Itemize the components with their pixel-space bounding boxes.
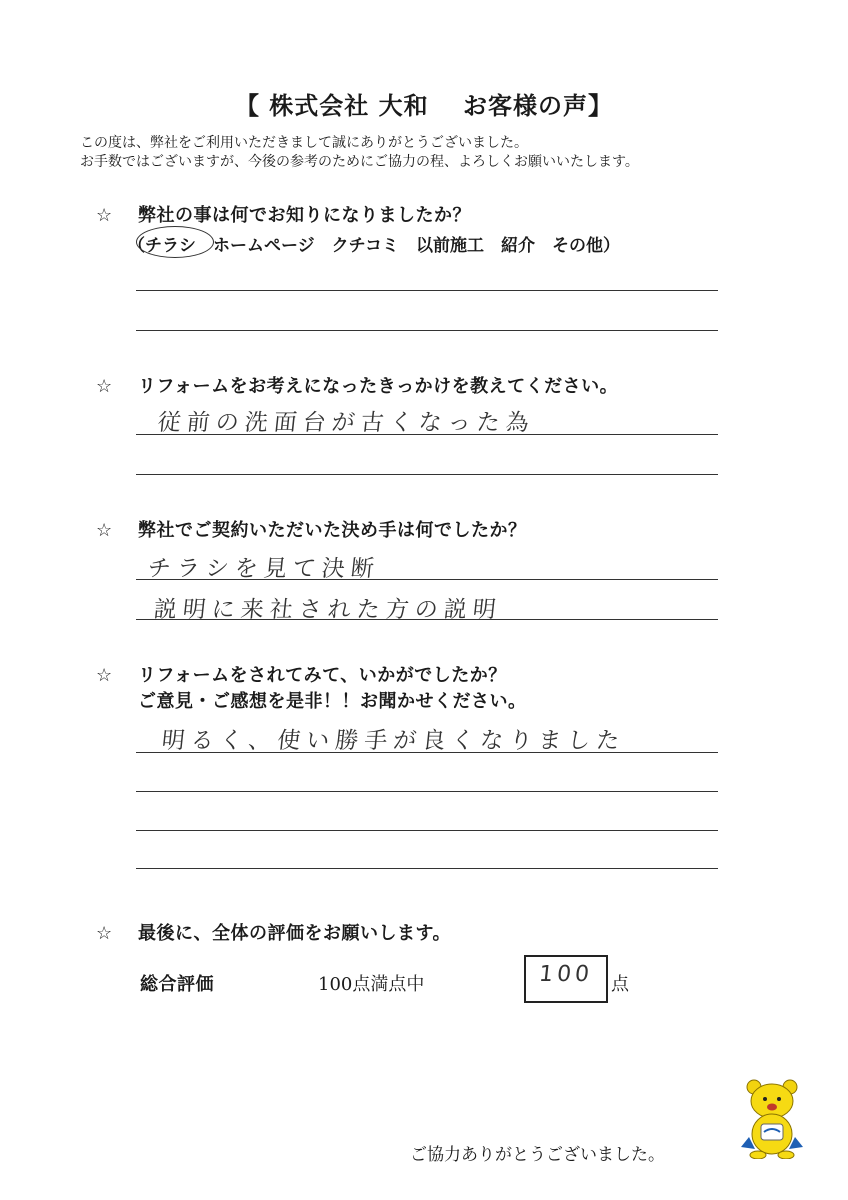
star-icon: ☆ (96, 923, 113, 944)
star-icon: ☆ (96, 520, 113, 541)
handwritten-answer-4: 明るく、使い勝手が良くなりました (160, 728, 627, 754)
star-icon: ☆ (96, 205, 113, 226)
score-unit: 点 (611, 974, 629, 995)
answer-line (136, 830, 718, 831)
question-1-options: （チラシ ホームページ クチコミ 以前施工 紹介 その他） (128, 236, 620, 256)
answer-line (136, 474, 718, 475)
answer-line (136, 619, 718, 620)
question-1: 弊社の事は何でお知りになりましたか？ (138, 205, 471, 226)
star-icon: ☆ (96, 376, 113, 397)
answer-line (136, 290, 718, 291)
handwritten-answer-2: 従前の洗面台が古くなった為 (156, 410, 537, 436)
answer-line (136, 791, 718, 792)
rating-scale: 100点満点中 (318, 974, 425, 995)
question-4-line-1: リフォームをされてみて、いかがでしたか？ (138, 665, 507, 686)
question-3: 弊社でご契約いただいた決め手は何でしたか？ (138, 520, 527, 541)
question-5: 最後に、全体の評価をお願いします。 (138, 923, 452, 944)
star-icon: ☆ (96, 665, 113, 686)
question-2: リフォームをお考えになったきっかけを教えてください。 (138, 376, 619, 397)
intro-line-1: この度は、弊社をご利用いただきまして誠にありがとうございました。 (80, 135, 528, 151)
answer-line (136, 330, 718, 331)
selected-option-circle (136, 226, 214, 258)
score-value: 100 (537, 962, 595, 987)
page-title: 【 株式会社 大和 お客様の声】 (234, 91, 614, 120)
thanks-message: ご協力ありがとうございました。 (410, 1145, 665, 1165)
overall-rating-label: 総合評価 (140, 974, 214, 995)
answer-line (136, 579, 718, 580)
handwritten-answer-3a: チラシを見て決断 (146, 556, 382, 582)
handwritten-answer-3b: 説明に来社された方の説明 (152, 597, 504, 623)
answer-line (136, 868, 718, 869)
intro-line-2: お手数ではございますが、今後の参考のためにご協力の程、よろしくお願いいたします。 (80, 154, 639, 170)
answer-line (136, 434, 718, 435)
yellow-bear-mascot-icon (737, 1077, 807, 1163)
question-4-line-2: ご意見・ご感想を是非！！お聞かせください。 (138, 691, 527, 712)
answer-line (136, 752, 718, 753)
